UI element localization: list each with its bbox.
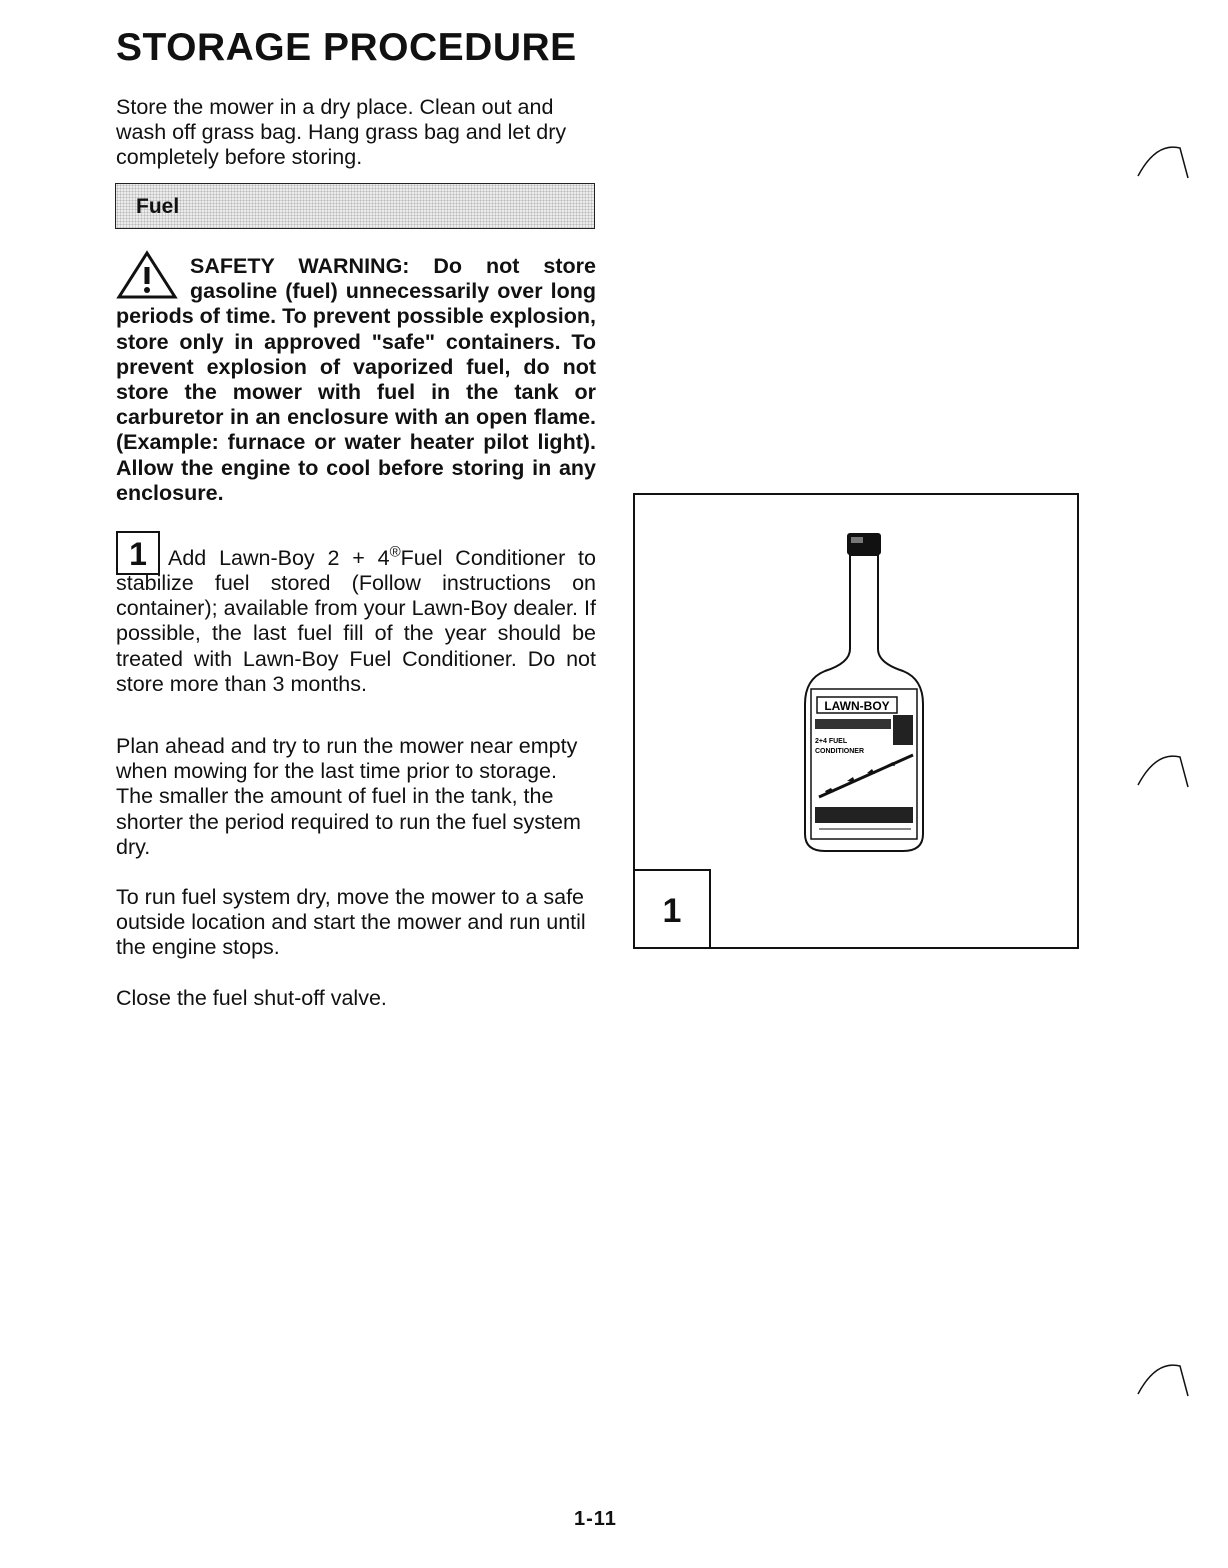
step-1-text-before: Add Lawn-Boy 2 + 4 — [168, 545, 390, 570]
section-header-fuel — [115, 183, 595, 229]
intro-paragraph: Store the mower in a dry place. Clean out and wash off grass bag. Hang grass bag and let dry completely before storing. — [116, 95, 567, 170]
step-1-paragraph — [116, 527, 596, 697]
warning-triangle-icon — [116, 250, 178, 300]
page-title: STORAGE PROCEDURE — [116, 26, 577, 69]
bottle-fuel-text: 2+4 FUEL — [815, 738, 848, 745]
close-valve-paragraph: Close the fuel shut-off valve. — [116, 986, 387, 1010]
binder-hole-arc — [1136, 140, 1190, 180]
warning-text: SAFETY WARNING: Do not store gasoline (fuel) unnecessarily over long periods of time. To prevent possible explosion, store only in approved "safe" containers. To prevent explosion of vaporized fuel, do not store the mower with fuel in the tank or carburetor in an enclosure with an open flame. (Example: furnace or water heater pilot light). Allow the engine to cool before storing in any enclosure. — [116, 254, 596, 505]
figure-1 — [633, 493, 1079, 949]
section-label: Fuel — [136, 195, 180, 218]
step-1-text-after: Fuel Conditioner to stabilize fuel stored (Follow instructions on container); available from your Lawn-Boy dealer. If possible, the last fuel fill of the year should be treated with Lawn-Boy Fuel Conditioner. Do not store more than 3 months. — [116, 545, 596, 696]
fuel-conditioner-bottle-icon — [795, 529, 933, 859]
bottle-brand-text: LAWN-BOY — [824, 699, 890, 713]
binder-hole-arc — [1136, 749, 1190, 789]
figure-label: 1 — [633, 869, 711, 949]
step-number-box: 1 — [116, 531, 160, 575]
plan-ahead-paragraph: Plan ahead and try to run the mower near empty when mowing for the last time prior to storage. The smaller the amount of fuel in the tank, the shorter the period required to run the fuel system dry. — [116, 734, 581, 859]
registered-mark: ® — [389, 543, 401, 561]
page-number: 1-11 — [574, 1508, 617, 1530]
binder-hole-arc — [1136, 1358, 1190, 1398]
safety-warning — [116, 254, 596, 506]
run-dry-paragraph: To run fuel system dry, move the mower to a safe outside location and start the mower and run until the engine stops. — [116, 885, 586, 960]
bottle-conditioner-text: CONDITIONER — [815, 748, 864, 755]
